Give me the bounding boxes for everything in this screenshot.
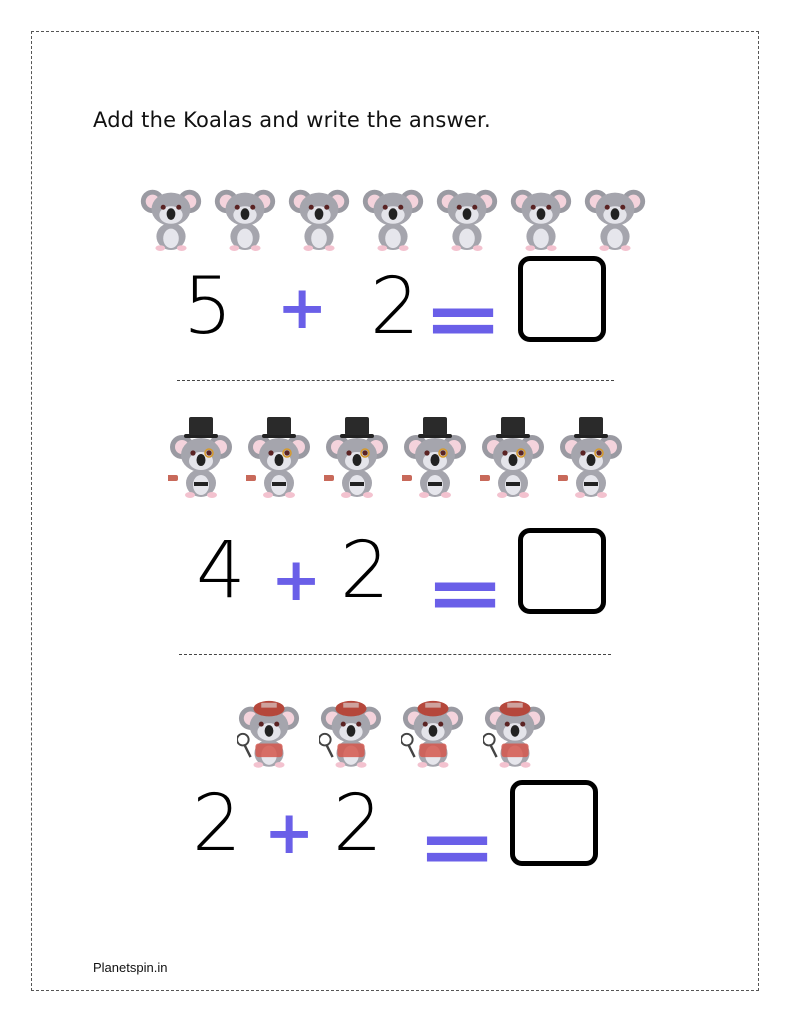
plus-sign-1: + xyxy=(277,273,328,343)
koala-icon xyxy=(483,688,547,772)
koala-icon xyxy=(401,688,465,772)
koala-icon xyxy=(558,415,624,503)
addend-b-2: 2 xyxy=(340,526,390,616)
koala-icon xyxy=(324,415,390,503)
koala-icon xyxy=(246,415,312,503)
plus-sign-3: + xyxy=(264,798,315,868)
koala-icon xyxy=(212,180,278,256)
koala-row-1 xyxy=(138,180,648,256)
koala-icon xyxy=(360,180,426,256)
instruction-title: Add the Koalas and write the answer. xyxy=(93,108,491,132)
koala-icon xyxy=(319,688,383,772)
addend-b-3: 2 xyxy=(333,779,383,869)
equals-sign-3: = xyxy=(416,804,498,890)
koala-icon xyxy=(582,180,648,256)
koala-icon xyxy=(434,180,500,256)
plus-sign-2: + xyxy=(271,545,322,615)
koala-icon xyxy=(168,415,234,503)
koala-icon xyxy=(480,415,546,503)
koala-row-2 xyxy=(168,415,624,503)
equals-sign-2: = xyxy=(424,550,506,636)
koala-icon xyxy=(508,180,574,256)
answer-box-1[interactable] xyxy=(518,256,606,342)
worksheet-border xyxy=(31,31,759,991)
addend-b-1: 2 xyxy=(370,262,420,352)
addend-a-2: 4 xyxy=(196,526,246,616)
koala-icon xyxy=(402,415,468,503)
equals-sign-1: = xyxy=(422,276,504,362)
answer-box-2[interactable] xyxy=(518,528,606,614)
koala-icon xyxy=(138,180,204,256)
koala-icon xyxy=(237,688,301,772)
divider-1 xyxy=(177,380,614,381)
answer-box-3[interactable] xyxy=(510,780,598,866)
site-footer: Planetspin.in xyxy=(93,960,168,975)
addend-a-3: 2 xyxy=(192,779,242,869)
koala-icon xyxy=(286,180,352,256)
divider-2 xyxy=(179,654,611,655)
addend-a-1: 5 xyxy=(183,262,233,352)
koala-row-3 xyxy=(237,688,547,772)
